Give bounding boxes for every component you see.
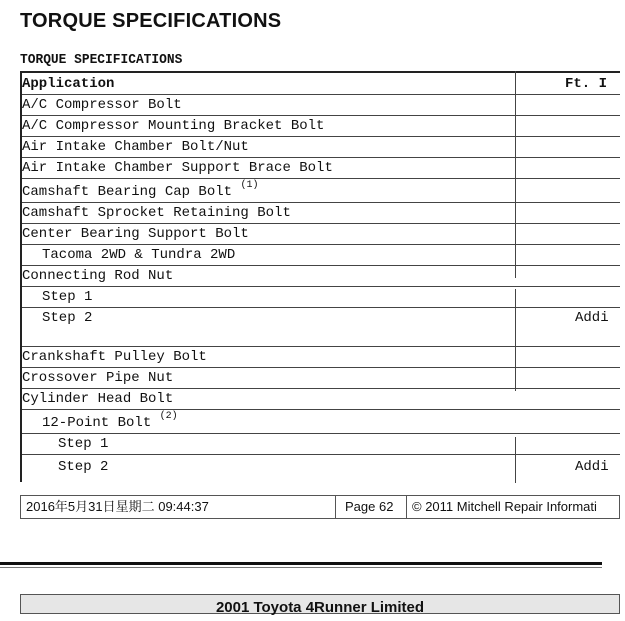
column-divider — [515, 289, 516, 349]
footer-page-number: Page 62 — [345, 499, 394, 514]
footer-timestamp: 2016年5月31日星期二 09:44:37 — [26, 499, 209, 514]
table-row — [20, 179, 620, 203]
table-row — [20, 410, 620, 434]
application-cell: Step 1 — [42, 289, 93, 305]
application-cell: 12-Point Bolt $^{(2)}$ — [42, 411, 178, 431]
footnote-ref: (2) — [159, 411, 178, 423]
table-left-border — [20, 71, 22, 482]
table-header-row — [20, 73, 620, 95]
page-break-rule — [0, 562, 602, 565]
column-divider — [515, 71, 516, 278]
table-row — [20, 455, 620, 477]
application-cell: A/C Compressor Mounting Bracket Bolt — [22, 118, 325, 134]
application-cell: Camshaft Bearing Cap Bolt $^{(1)}$ — [22, 180, 259, 200]
application-cell: Cylinder Head Bolt — [22, 391, 174, 407]
application-cell: Air Intake Chamber Bolt/Nut — [22, 139, 249, 155]
application-cell: Center Bearing Support Bolt — [22, 226, 249, 242]
page-break-rule-thin — [0, 567, 602, 568]
application-cell: Air Intake Chamber Support Brace Bolt — [22, 160, 333, 176]
page-title: TORQUE SPECIFICATIONS — [20, 10, 282, 32]
table-row — [20, 347, 620, 368]
footer-divider — [406, 496, 407, 518]
ft-lbs-cell: Addi — [575, 459, 609, 475]
table-row — [20, 137, 620, 158]
footer-divider — [335, 496, 336, 518]
table-row — [20, 266, 620, 287]
application-cell: Crankshaft Pulley Bolt — [22, 349, 207, 365]
footer-copyright: © 2011 Mitchell Repair Informati — [412, 499, 597, 514]
table-caption: TORQUE SPECIFICATIONS — [20, 52, 183, 68]
table-row — [20, 389, 620, 410]
table-row — [20, 203, 620, 224]
column-divider — [515, 349, 516, 391]
application-cell: Crossover Pipe Nut — [22, 370, 174, 386]
table-row — [20, 287, 620, 308]
footnote-ref: (1) — [240, 180, 259, 192]
column-header-application: Application — [22, 76, 115, 92]
page-footer — [20, 495, 620, 519]
column-header-ft-lbs: Ft. I — [565, 76, 608, 92]
application-cell: Camshaft Sprocket Retaining Bolt — [22, 205, 291, 221]
application-cell: Step 1 — [58, 436, 109, 452]
table-row — [20, 245, 620, 266]
table-row — [20, 224, 620, 245]
table-row — [20, 116, 620, 137]
table-row — [20, 434, 620, 455]
torque-spec-table — [20, 71, 620, 477]
application-cell: A/C Compressor Bolt — [22, 97, 182, 113]
application-cell: Step 2 — [58, 459, 109, 475]
application-cell: Step 2 — [42, 310, 93, 326]
table-row — [20, 308, 620, 347]
next-page-header: 2001 Toyota 4Runner Limited — [20, 594, 620, 614]
table-row — [20, 158, 620, 179]
column-divider — [515, 437, 516, 483]
table-row — [20, 95, 620, 116]
application-cell: Connecting Rod Nut — [22, 268, 174, 284]
ft-lbs-cell: Addi — [575, 310, 609, 326]
table-row — [20, 368, 620, 389]
application-cell: Tacoma 2WD & Tundra 2WD — [42, 247, 236, 263]
